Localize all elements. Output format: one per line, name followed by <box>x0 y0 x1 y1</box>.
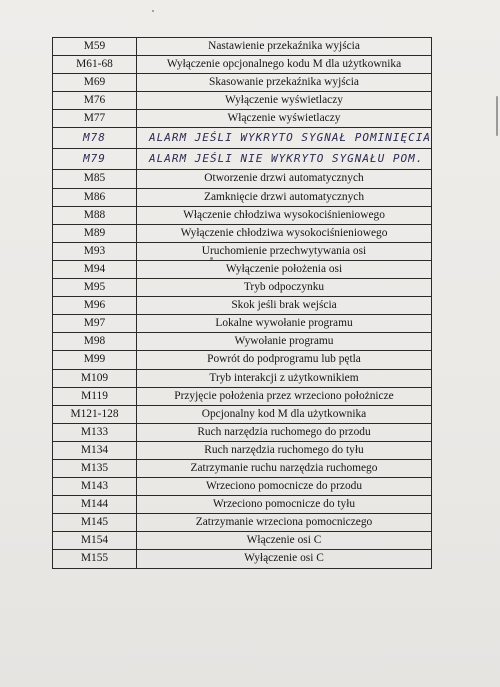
description-cell: ALARM JEŚLI WYKRYTO SYGNAŁ POMINIĘCIA <box>137 128 432 148</box>
description-cell: Wyłączenie położenia osi <box>137 261 432 278</box>
m-code-cell: M143 <box>52 478 137 495</box>
description-cell: Wyłączenie wyświetlaczy <box>137 92 432 109</box>
m-code-cell: M109 <box>52 370 137 387</box>
description-cell: Wrzeciono pomocnicze do tyłu <box>137 496 432 513</box>
m-code-cell: M88 <box>52 207 137 224</box>
table-row <box>52 442 432 460</box>
description-cell: Powrót do podprogramu lub pętla <box>137 351 432 368</box>
table-row <box>52 532 432 550</box>
table-row <box>52 207 432 225</box>
m-code-cell: M97 <box>52 315 137 332</box>
description-cell: Wyłączenie osi C <box>137 550 432 567</box>
m-code-table <box>52 37 432 569</box>
description-cell: Zamknięcie drzwi automatycznych <box>137 189 432 206</box>
m-code-cell: M96 <box>52 297 137 314</box>
description-cell: Lokalne wywołanie programu <box>137 315 432 332</box>
description-cell: Uruchomienie przechwytywania osi <box>137 243 432 260</box>
table-row <box>52 370 432 388</box>
m-code-cell: M154 <box>52 532 137 549</box>
m-code-cell: M133 <box>52 424 137 441</box>
table-row <box>52 460 432 478</box>
description-cell: Opcjonalny kod M dla użytkownika <box>137 406 432 423</box>
description-cell: ALARM JEŚLI NIE WYKRYTO SYGNAŁU POM. <box>137 149 432 169</box>
m-code-cell: M93 <box>52 243 137 260</box>
description-cell: Tryb interakcji z użytkownikiem <box>137 370 432 387</box>
table-row <box>52 74 432 92</box>
description-cell: Włączenie chłodziwa wysokociśnieniowego <box>137 207 432 224</box>
description-cell: Tryb odpoczynku <box>137 279 432 296</box>
description-cell: Wyłączenie opcjonalnego kodu M dla użytkownika <box>137 56 432 73</box>
m-code-cell: M59 <box>52 38 137 55</box>
table-row <box>52 496 432 514</box>
m-code-cell: M135 <box>52 460 137 477</box>
scan-speck <box>210 257 213 260</box>
table-row <box>52 149 432 170</box>
m-code-cell: M155 <box>52 550 137 567</box>
m-code-cell: M79 <box>52 149 137 169</box>
description-cell: Włączenie osi C <box>137 532 432 549</box>
table-row <box>52 261 432 279</box>
table-row <box>52 189 432 207</box>
table-row <box>52 424 432 442</box>
table-row <box>52 297 432 315</box>
table-row <box>52 550 432 568</box>
m-code-cell: M61-68 <box>52 56 137 73</box>
table-row <box>52 351 432 369</box>
table-row <box>52 38 432 56</box>
m-code-cell: M99 <box>52 351 137 368</box>
m-code-cell: M89 <box>52 225 137 242</box>
description-cell: Ruch narzędzia ruchomego do przodu <box>137 424 432 441</box>
m-code-cell: M144 <box>52 496 137 513</box>
table-row <box>52 388 432 406</box>
description-cell: Wrzeciono pomocnicze do przodu <box>137 478 432 495</box>
description-cell: Ruch narzędzia ruchomego do tyłu <box>137 442 432 459</box>
scan-speck <box>496 96 498 136</box>
table-row <box>52 56 432 74</box>
m-code-cell: M69 <box>52 74 137 91</box>
m-code-cell: M95 <box>52 279 137 296</box>
table-row <box>52 514 432 532</box>
table-row <box>52 170 432 188</box>
m-code-cell: M145 <box>52 514 137 531</box>
table-row <box>52 110 432 128</box>
table-row <box>52 92 432 110</box>
table-row <box>52 225 432 243</box>
description-cell: Otworzenie drzwi automatycznych <box>137 170 432 187</box>
m-code-cell: M121-128 <box>52 406 137 423</box>
description-cell: Wywołanie programu <box>137 333 432 350</box>
m-code-cell: M98 <box>52 333 137 350</box>
m-code-cell: M94 <box>52 261 137 278</box>
table-row <box>52 478 432 496</box>
description-cell: Skasowanie przekaźnika wyjścia <box>137 74 432 91</box>
description-cell: Nastawienie przekaźnika wyjścia <box>137 38 432 55</box>
description-cell: Zatrzymanie wrzeciona pomocniczego <box>137 514 432 531</box>
table-row <box>52 406 432 424</box>
m-code-cell: M86 <box>52 189 137 206</box>
table-row <box>52 128 432 149</box>
m-code-cell: M78 <box>52 128 137 148</box>
table-row <box>52 279 432 297</box>
m-code-cell: M77 <box>52 110 137 127</box>
table-row <box>52 333 432 351</box>
m-code-cell: M76 <box>52 92 137 109</box>
description-cell: Zatrzymanie ruchu narzędzia ruchomego <box>137 460 432 477</box>
table-row <box>52 243 432 261</box>
m-code-cell: M134 <box>52 442 137 459</box>
m-code-cell: M119 <box>52 388 137 405</box>
scan-speck <box>152 10 154 12</box>
description-cell: Przyjęcie położenia przez wrzeciono położnicze <box>137 388 432 405</box>
description-cell: Włączenie wyświetlaczy <box>137 110 432 127</box>
description-cell: Skok jeśli brak wejścia <box>137 297 432 314</box>
m-code-cell: M85 <box>52 170 137 187</box>
description-cell: Wyłączenie chłodziwa wysokociśnieniowego <box>137 225 432 242</box>
table-row <box>52 315 432 333</box>
